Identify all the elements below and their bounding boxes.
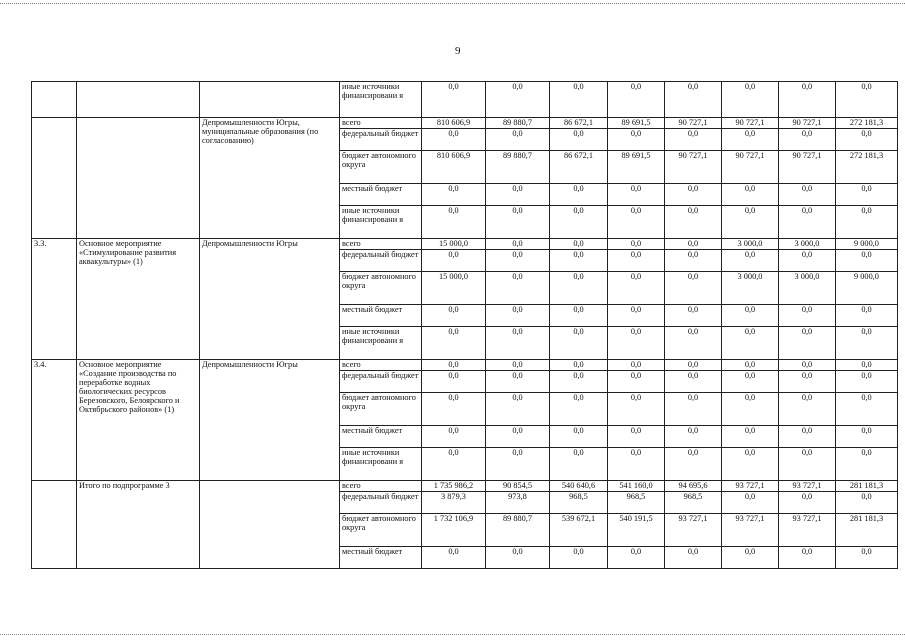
amount-cell: 0,0 (665, 184, 722, 206)
amount-cell: 0,0 (836, 129, 898, 151)
funding-source: иные источники финансировани я (340, 206, 422, 239)
amount-cell: 94 695,6 (665, 481, 722, 492)
amount-cell: 0,0 (779, 327, 836, 360)
amount-cell: 93 727,1 (665, 514, 722, 547)
amount-cell: 0,0 (836, 327, 898, 360)
amount-cell: 0,0 (422, 426, 486, 448)
amount-cell: 0,0 (608, 360, 665, 371)
amount-cell: 0,0 (422, 448, 486, 481)
budget-table (31, 81, 898, 569)
amount-cell: 0,0 (608, 272, 665, 305)
amount-cell: 86 672,1 (550, 118, 608, 129)
funding-source: местный бюджет (340, 305, 422, 327)
amount-cell: 0,0 (550, 129, 608, 151)
amount-cell: 0,0 (779, 250, 836, 272)
amount-cell: 93 727,1 (722, 514, 779, 547)
amount-cell: 0,0 (422, 184, 486, 206)
amount-cell: 0,0 (779, 393, 836, 426)
amount-cell: 0,0 (722, 305, 779, 327)
amount-cell: 0,0 (422, 547, 486, 569)
amount-cell: 0,0 (665, 393, 722, 426)
group-executor: Депромышленности Югры (200, 239, 340, 360)
scan-top-edge (0, 3, 905, 4)
amount-cell: 0,0 (779, 184, 836, 206)
amount-cell: 0,0 (836, 305, 898, 327)
amount-cell: 0,0 (486, 184, 550, 206)
amount-cell: 0,0 (550, 184, 608, 206)
amount-cell: 0,0 (722, 184, 779, 206)
amount-cell: 0,0 (836, 250, 898, 272)
funding-source: иные источники финансировани я (340, 327, 422, 360)
amount-cell: 0,0 (722, 327, 779, 360)
group-name: Основное мероприятие «Стимулирование развития аквакультуры» (1) (77, 239, 200, 360)
amount-cell: 0,0 (486, 206, 550, 239)
group-number: 3.3. (32, 239, 77, 360)
amount-cell: 0,0 (550, 448, 608, 481)
amount-cell: 0,0 (422, 393, 486, 426)
amount-cell: 90 727,1 (779, 118, 836, 129)
amount-cell: 0,0 (722, 448, 779, 481)
amount-cell: 810 606,9 (422, 118, 486, 129)
amount-cell: 0,0 (779, 305, 836, 327)
amount-cell: 0,0 (608, 206, 665, 239)
amount-cell: 0,0 (665, 360, 722, 371)
group-executor (200, 82, 340, 118)
amount-cell: 0,0 (550, 82, 608, 118)
table-row (32, 118, 898, 129)
group-number: 3.4. (32, 360, 77, 481)
funding-source: иные источники финансировани я (340, 448, 422, 481)
funding-source: федеральный бюджет (340, 492, 422, 514)
amount-cell: 0,0 (722, 360, 779, 371)
amount-cell: 0,0 (550, 250, 608, 272)
amount-cell: 0,0 (486, 239, 550, 250)
amount-cell: 0,0 (608, 426, 665, 448)
amount-cell: 0,0 (779, 371, 836, 393)
amount-cell: 0,0 (836, 448, 898, 481)
amount-cell: 89 880,7 (486, 151, 550, 184)
amount-cell: 0,0 (665, 371, 722, 393)
amount-cell: 0,0 (608, 327, 665, 360)
amount-cell: 0,0 (836, 82, 898, 118)
amount-cell: 0,0 (608, 184, 665, 206)
amount-cell: 0,0 (486, 448, 550, 481)
amount-cell: 0,0 (486, 272, 550, 305)
amount-cell: 93 727,1 (779, 514, 836, 547)
amount-cell: 0,0 (779, 426, 836, 448)
amount-cell: 0,0 (836, 184, 898, 206)
amount-cell: 3 879,3 (422, 492, 486, 514)
amount-cell: 90 727,1 (722, 118, 779, 129)
amount-cell: 0,0 (665, 250, 722, 272)
amount-cell: 0,0 (722, 129, 779, 151)
amount-cell: 0,0 (486, 426, 550, 448)
amount-cell: 1 735 986,2 (422, 481, 486, 492)
amount-cell: 0,0 (779, 129, 836, 151)
funding-source: местный бюджет (340, 426, 422, 448)
amount-cell: 0,0 (608, 448, 665, 481)
amount-cell: 968,5 (550, 492, 608, 514)
amount-cell: 539 672,1 (550, 514, 608, 547)
group-executor: Депромышленности Югры, муниципальные образования (по согласованию) (200, 118, 340, 239)
amount-cell: 0,0 (836, 492, 898, 514)
amount-cell: 0,0 (486, 547, 550, 569)
amount-cell: 0,0 (722, 426, 779, 448)
amount-cell: 90 727,1 (722, 151, 779, 184)
group-number (32, 481, 77, 569)
amount-cell: 0,0 (550, 393, 608, 426)
amount-cell: 0,0 (665, 82, 722, 118)
funding-source: местный бюджет (340, 547, 422, 569)
amount-cell: 0,0 (550, 206, 608, 239)
amount-cell: 0,0 (608, 250, 665, 272)
amount-cell: 973,8 (486, 492, 550, 514)
group-executor (200, 481, 340, 569)
table-row (32, 481, 898, 492)
amount-cell: 0,0 (422, 129, 486, 151)
amount-cell: 0,0 (608, 239, 665, 250)
amount-cell: 0,0 (608, 371, 665, 393)
amount-cell: 0,0 (422, 82, 486, 118)
amount-cell: 0,0 (665, 327, 722, 360)
amount-cell: 968,5 (665, 492, 722, 514)
amount-cell: 0,0 (550, 371, 608, 393)
amount-cell: 0,0 (422, 206, 486, 239)
funding-source: местный бюджет (340, 184, 422, 206)
amount-cell: 86 672,1 (550, 151, 608, 184)
amount-cell: 0,0 (665, 547, 722, 569)
amount-cell: 90 727,1 (779, 151, 836, 184)
amount-cell: 0,0 (550, 272, 608, 305)
amount-cell: 0,0 (722, 371, 779, 393)
amount-cell: 0,0 (665, 426, 722, 448)
amount-cell: 0,0 (550, 547, 608, 569)
amount-cell: 3 000,0 (722, 239, 779, 250)
group-number (32, 82, 77, 118)
amount-cell: 0,0 (779, 448, 836, 481)
amount-cell: 0,0 (608, 393, 665, 426)
amount-cell: 0,0 (779, 492, 836, 514)
amount-cell: 0,0 (665, 305, 722, 327)
amount-cell: 0,0 (550, 239, 608, 250)
group-number (32, 118, 77, 239)
amount-cell: 0,0 (422, 327, 486, 360)
amount-cell: 0,0 (836, 360, 898, 371)
group-name (77, 118, 200, 239)
amount-cell: 0,0 (779, 547, 836, 569)
amount-cell: 93 727,1 (779, 481, 836, 492)
amount-cell: 15 000,0 (422, 272, 486, 305)
amount-cell: 0,0 (486, 327, 550, 360)
amount-cell: 3 000,0 (779, 272, 836, 305)
amount-cell: 0,0 (836, 547, 898, 569)
amount-cell: 810 606,9 (422, 151, 486, 184)
amount-cell: 89 880,7 (486, 118, 550, 129)
funding-source: федеральный бюджет (340, 250, 422, 272)
amount-cell: 0,0 (836, 206, 898, 239)
table-row (32, 239, 898, 250)
amount-cell: 0,0 (722, 547, 779, 569)
amount-cell: 3 000,0 (722, 272, 779, 305)
amount-cell: 0,0 (722, 393, 779, 426)
table-row (32, 360, 898, 371)
page-number: 9 (455, 45, 461, 57)
amount-cell: 540 640,6 (550, 481, 608, 492)
group-name: Основное мероприятие «Создание производства по переработке водных биологических ресурсов Березовского, Белоярского и Октябрьского районов» (1) (77, 360, 200, 481)
amount-cell: 0,0 (836, 426, 898, 448)
amount-cell: 0,0 (422, 250, 486, 272)
amount-cell: 0,0 (836, 393, 898, 426)
amount-cell: 0,0 (665, 239, 722, 250)
amount-cell: 0,0 (550, 305, 608, 327)
funding-source: федеральный бюджет (340, 371, 422, 393)
group-executor: Депромышленности Югры (200, 360, 340, 481)
funding-source: бюджет автономного округа (340, 151, 422, 184)
amount-cell: 9 000,0 (836, 272, 898, 305)
amount-cell: 0,0 (486, 371, 550, 393)
amount-cell: 541 160,0 (608, 481, 665, 492)
amount-cell: 0,0 (665, 272, 722, 305)
funding-source: бюджет автономного округа (340, 514, 422, 547)
amount-cell: 0,0 (836, 371, 898, 393)
amount-cell: 0,0 (422, 305, 486, 327)
funding-source: всего (340, 118, 422, 129)
funding-source: иные источники финансировани я (340, 82, 422, 118)
amount-cell: 0,0 (665, 448, 722, 481)
amount-cell: 0,0 (422, 371, 486, 393)
amount-cell: 0,0 (722, 250, 779, 272)
funding-source: всего (340, 360, 422, 371)
amount-cell: 272 181,3 (836, 118, 898, 129)
amount-cell: 0,0 (608, 305, 665, 327)
amount-cell: 9 000,0 (836, 239, 898, 250)
amount-cell: 15 000,0 (422, 239, 486, 250)
amount-cell: 968,5 (608, 492, 665, 514)
funding-source: бюджет автономного округа (340, 272, 422, 305)
amount-cell: 0,0 (608, 547, 665, 569)
amount-cell: 0,0 (722, 206, 779, 239)
amount-cell: 0,0 (779, 360, 836, 371)
amount-cell: 0,0 (665, 129, 722, 151)
funding-source: всего (340, 481, 422, 492)
amount-cell: 90 727,1 (665, 118, 722, 129)
amount-cell: 0,0 (486, 250, 550, 272)
amount-cell: 0,0 (486, 360, 550, 371)
group-name: Итого по подпрограмме 3 (77, 481, 200, 569)
amount-cell: 0,0 (486, 82, 550, 118)
amount-cell: 0,0 (550, 426, 608, 448)
amount-cell: 0,0 (550, 327, 608, 360)
scan-bottom-edge (0, 634, 905, 635)
amount-cell: 0,0 (608, 82, 665, 118)
funding-source: всего (340, 239, 422, 250)
amount-cell: 3 000,0 (779, 239, 836, 250)
funding-source: федеральный бюджет (340, 129, 422, 151)
amount-cell: 0,0 (486, 129, 550, 151)
amount-cell: 0,0 (608, 129, 665, 151)
amount-cell: 540 191,5 (608, 514, 665, 547)
amount-cell: 89 691,5 (608, 118, 665, 129)
amount-cell: 281 181,3 (836, 481, 898, 492)
amount-cell: 0,0 (486, 305, 550, 327)
amount-cell: 0,0 (779, 82, 836, 118)
amount-cell: 90 854,5 (486, 481, 550, 492)
amount-cell: 0,0 (722, 492, 779, 514)
amount-cell: 89 691,5 (608, 151, 665, 184)
amount-cell: 0,0 (722, 82, 779, 118)
amount-cell: 1 732 106,9 (422, 514, 486, 547)
table-row (32, 82, 898, 118)
amount-cell: 89 880,7 (486, 514, 550, 547)
amount-cell: 0,0 (779, 206, 836, 239)
funding-source: бюджет автономного округа (340, 393, 422, 426)
amount-cell: 0,0 (550, 360, 608, 371)
amount-cell: 0,0 (665, 206, 722, 239)
amount-cell: 272 181,3 (836, 151, 898, 184)
amount-cell: 90 727,1 (665, 151, 722, 184)
amount-cell: 281 181,3 (836, 514, 898, 547)
amount-cell: 93 727,1 (722, 481, 779, 492)
amount-cell: 0,0 (422, 360, 486, 371)
amount-cell: 0,0 (486, 393, 550, 426)
group-name (77, 82, 200, 118)
